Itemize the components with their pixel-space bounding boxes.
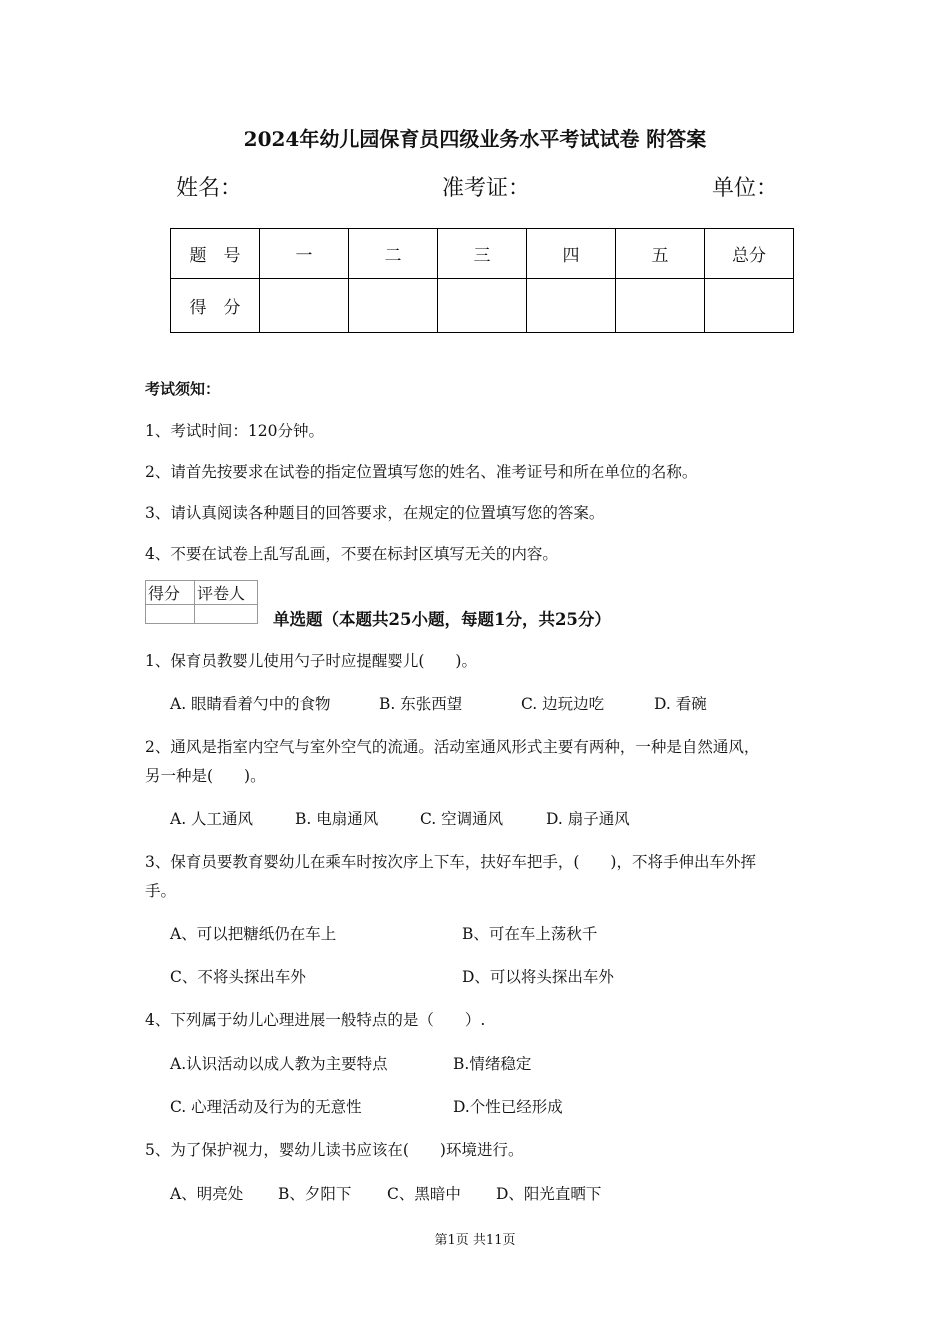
question-stem-cont: 另一种是( )。 <box>145 767 266 785</box>
page-footer: 第1页 共11页 <box>434 1233 516 1248</box>
question-stem: 3、保育员要教育婴幼儿在乘车时按次序上下车，扶好车把手，( )，不将手伸出车外挥 <box>145 853 756 871</box>
exam-number-label: 准考证： <box>442 176 531 201</box>
grader-name-label: 评卷人 <box>195 581 258 605</box>
option-c[interactable]: C. 边玩边吃 <box>521 695 605 713</box>
section-3-header: 三 <box>438 229 527 279</box>
name-label: 姓名： <box>176 176 243 201</box>
score-cell[interactable] <box>616 279 705 333</box>
notice-item: 4、不要在试卷上乱写乱画，不要在标封区填写无关的内容。 <box>145 545 558 563</box>
score-cell[interactable] <box>438 279 527 333</box>
option-b[interactable]: B. 电扇通风 <box>295 810 379 828</box>
notice-item: 1、考试时间：120分钟。 <box>145 422 324 440</box>
option-c[interactable]: C、黑暗中 <box>387 1185 461 1203</box>
option-d[interactable]: D. 看碗 <box>654 695 707 713</box>
notice-item: 2、请首先按要求在试卷的指定位置填写您的姓名、准考证号和所在单位的名称。 <box>145 463 698 481</box>
option-b[interactable]: B.情绪稳定 <box>453 1055 532 1073</box>
question-stem: 4、下列属于幼儿心理进展一般特点的是（ ）. <box>145 1011 486 1029</box>
option-a[interactable]: A. 眼睛看着勺中的食物 <box>170 695 331 713</box>
option-c[interactable]: C. 空调通风 <box>420 810 504 828</box>
grader-table <box>145 580 258 624</box>
score-table-score-row <box>171 279 794 333</box>
total-header: 总分 <box>705 229 794 279</box>
section-5-header: 五 <box>616 229 705 279</box>
page-title: 2024年幼儿园保育员四级业务水平考试试卷 附答案 <box>243 127 707 151</box>
option-d[interactable]: D、可以将头探出车外 <box>462 968 614 986</box>
question-stem-cont: 手。 <box>145 882 177 900</box>
score-cell[interactable] <box>527 279 616 333</box>
section-4-header: 四 <box>527 229 616 279</box>
option-c[interactable]: C. 心理活动及行为的无意性 <box>170 1098 362 1116</box>
score-table-header-row <box>171 229 794 279</box>
option-b[interactable]: B. 东张西望 <box>379 695 463 713</box>
score-label: 得 分 <box>171 279 260 333</box>
notice-item: 3、请认真阅读各种题目的回答要求，在规定的位置填写您的答案。 <box>145 504 605 522</box>
option-d[interactable]: D. 扇子通风 <box>546 810 630 828</box>
score-cell[interactable] <box>349 279 438 333</box>
question-number-label: 题 号 <box>171 229 260 279</box>
option-a[interactable]: A. 人工通风 <box>170 810 254 828</box>
section-2-header: 二 <box>349 229 438 279</box>
option-b[interactable]: B、可在车上荡秋千 <box>462 925 598 943</box>
grader-score-cell[interactable] <box>146 605 195 624</box>
option-b[interactable]: B、夕阳下 <box>278 1185 352 1203</box>
section-1-header: 一 <box>260 229 349 279</box>
score-table <box>170 228 794 333</box>
score-cell[interactable] <box>260 279 349 333</box>
option-a[interactable]: A.认识活动以成人教为主要特点 <box>170 1055 388 1073</box>
notice-heading: 考试须知： <box>145 380 221 398</box>
option-d[interactable]: D、阳光直晒下 <box>496 1185 602 1203</box>
option-a[interactable]: A、明亮处 <box>170 1185 244 1203</box>
question-stem: 1、保育员教婴儿使用勺子时应提醒婴儿( )。 <box>145 652 477 670</box>
question-stem: 2、通风是指室内空气与室外空气的流通。活动室通风形式主要有两种，一种是自然通风， <box>145 738 760 756</box>
grader-name-cell[interactable] <box>195 605 258 624</box>
option-d[interactable]: D.个性已经形成 <box>453 1098 563 1116</box>
unit-label: 单位： <box>712 176 779 201</box>
option-c[interactable]: C、不将头探出车外 <box>170 968 306 986</box>
score-cell[interactable] <box>705 279 794 333</box>
section-title: 单选题（本题共25小题，每题1分，共25分） <box>273 610 611 629</box>
option-a[interactable]: A、可以把糖纸仍在车上 <box>170 925 337 943</box>
question-stem: 5、为了保护视力，婴幼儿读书应该在( )环境进行。 <box>145 1141 524 1159</box>
grader-score-label: 得分 <box>146 581 195 605</box>
